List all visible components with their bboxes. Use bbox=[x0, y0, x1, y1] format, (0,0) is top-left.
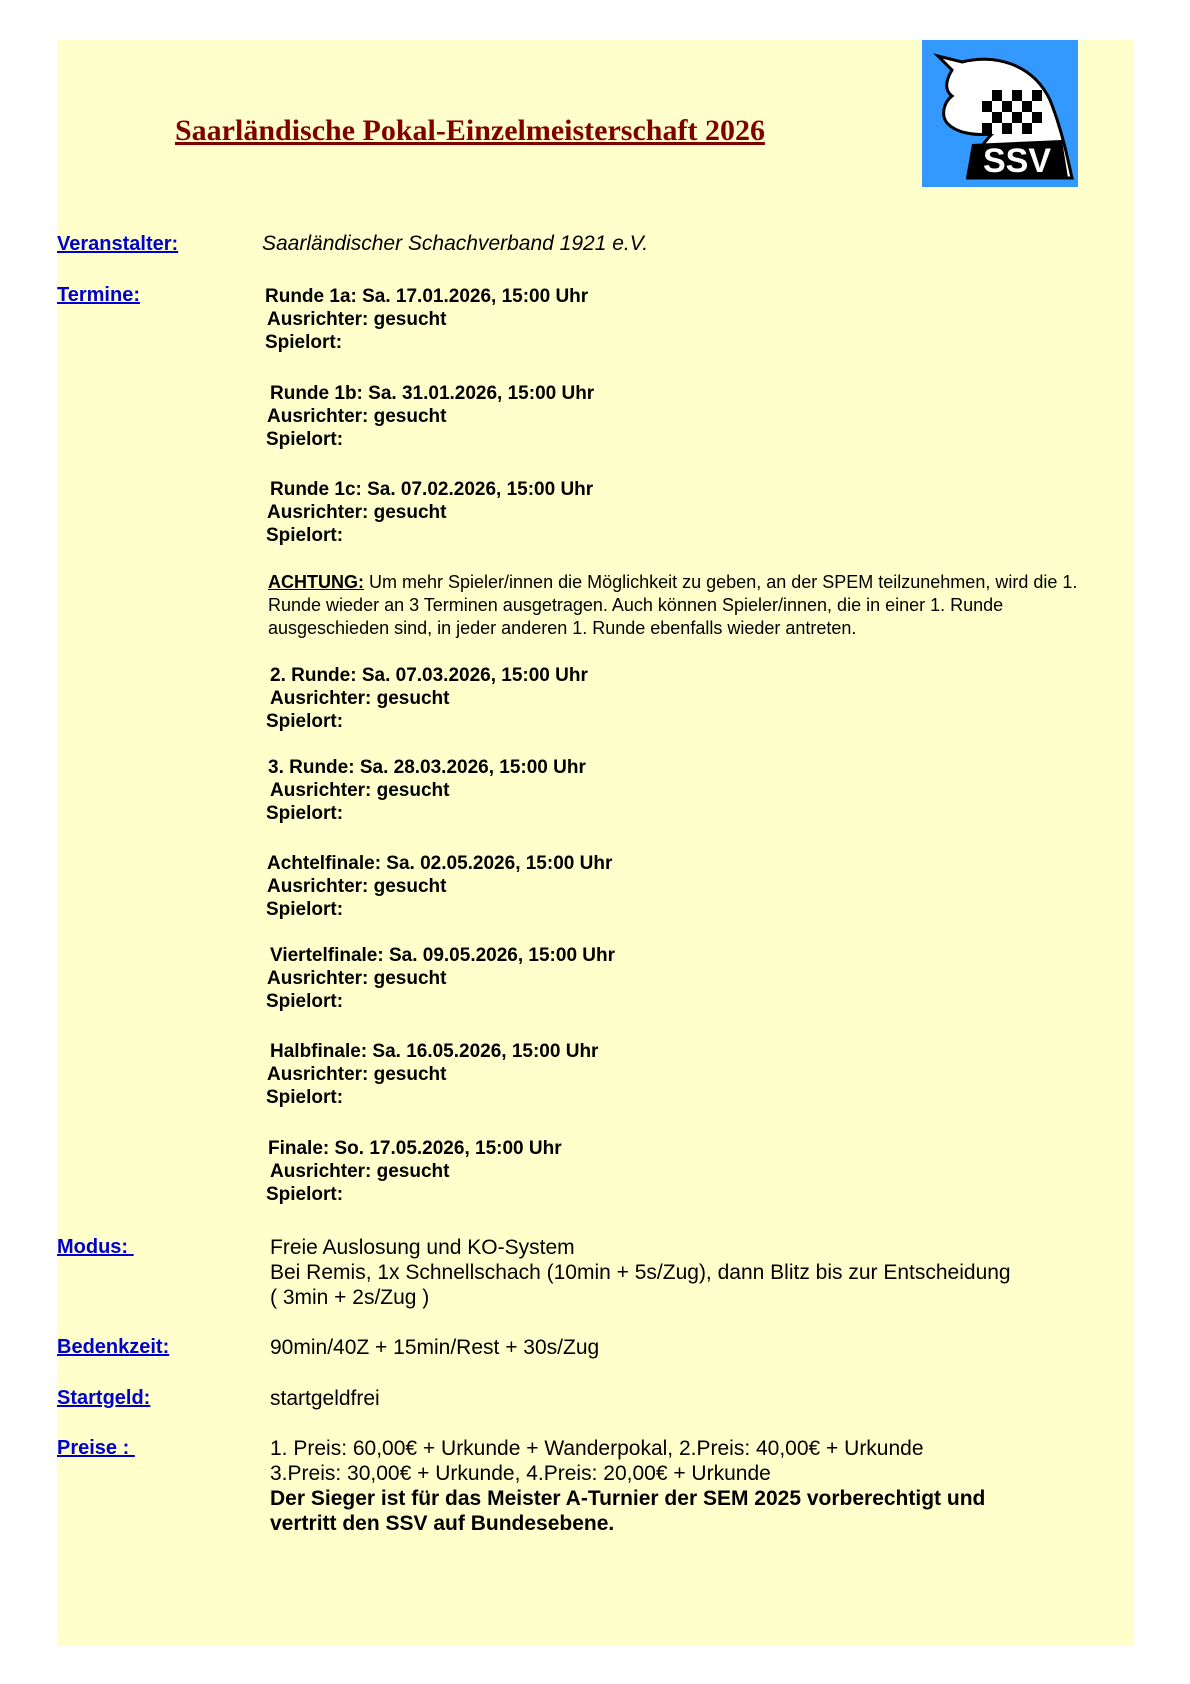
final: Finale: So. 17.05.2026, 15:00 Uhr Ausrichter: gesucht Spielort: bbox=[266, 1138, 562, 1205]
round-3: 3. Runde: Sa. 28.03.2026, 15:00 Uhr Ausrichter: gesucht Spielort: bbox=[266, 757, 586, 824]
prizes-label[interactable]: Preise : bbox=[57, 1437, 135, 1459]
document-page bbox=[57, 40, 1134, 1646]
notice-keyword: ACHTUNG: bbox=[268, 572, 364, 592]
round-1b: Runde 1b: Sa. 31.01.2026, 15:00 Uhr Ausrichter: gesucht Spielort: bbox=[266, 383, 595, 450]
svg-text:SSV: SSV bbox=[982, 142, 1052, 180]
fee-label[interactable]: Startgeld: bbox=[57, 1387, 151, 1409]
round-of-16: Achtelfinale: Sa. 02.05.2026, 15:00 Uhr Ausrichter: gesucht Spielort: bbox=[266, 853, 613, 920]
round-1a: Runde 1a: Sa. 17.01.2026, 15:00 Uhr Ausrichter: gesucht Spielort: bbox=[265, 286, 589, 353]
ssv-logo bbox=[922, 40, 1078, 187]
notice-text: ACHTUNG: Um mehr Spieler/innen die Möglichkeit zu geben, an der SPEM teilzunehmen, wird die 1. Runde wieder an 3 Terminen ausgetragen. Auch können Spieler/innen, die in einer 1. Runde ausgeschieden sind, in jeder anderen 1. Runde ebenfalls wieder antreten. bbox=[268, 572, 1078, 638]
dates-label[interactable]: Termine: bbox=[57, 284, 140, 306]
mode-label[interactable]: Modus: bbox=[57, 1236, 134, 1258]
page-title: Saarländische Pokal-Einzelmeisterschaft 2026 bbox=[175, 114, 765, 147]
organizer-value: Saarländischer Schachverband 1921 e.V. bbox=[262, 232, 649, 255]
fee-value: startgeldfrei bbox=[270, 1387, 380, 1410]
round-1c: Runde 1c: Sa. 07.02.2026, 15:00 Uhr Ausrichter: gesucht Spielort: bbox=[266, 479, 594, 546]
organizer-label[interactable]: Veranstalter: bbox=[57, 233, 179, 255]
round-2: 2. Runde: Sa. 07.03.2026, 15:00 Uhr Ausrichter: gesucht Spielort: bbox=[266, 665, 588, 732]
time-control-label[interactable]: Bedenkzeit: bbox=[57, 1336, 170, 1358]
semi-final: Halbfinale: Sa. 16.05.2026, 15:00 Uhr Ausrichter: gesucht Spielort: bbox=[266, 1041, 599, 1108]
prizes-value: 1. Preis: 60,00€ + Urkunde + Wanderpokal, 2.Preis: 40,00€ + Urkunde 3.Preis: 30,00€ + Urkunde, 4.Preis: 20,00€ + Urkunde Der Sieger ist für das Meister A-Turnier der SEM 2025 vorberechtigt und vertritt den SSV auf Bundesebene. bbox=[270, 1437, 986, 1535]
time-control-value: 90min/40Z + 15min/Rest + 30s/Zug bbox=[270, 1336, 600, 1359]
chess-board-icon bbox=[982, 90, 1042, 134]
quarter-final: Viertelfinale: Sa. 09.05.2026, 15:00 Uhr Ausrichter: gesucht Spielort: bbox=[266, 945, 616, 1012]
mode-value: Freie Auslosung und KO-System Bei Remis, 1x Schnellschach (10min + 5s/Zug), dann Blitz bis zur Entscheidung ( 3min + 2s/Zug ) bbox=[270, 1236, 1011, 1309]
